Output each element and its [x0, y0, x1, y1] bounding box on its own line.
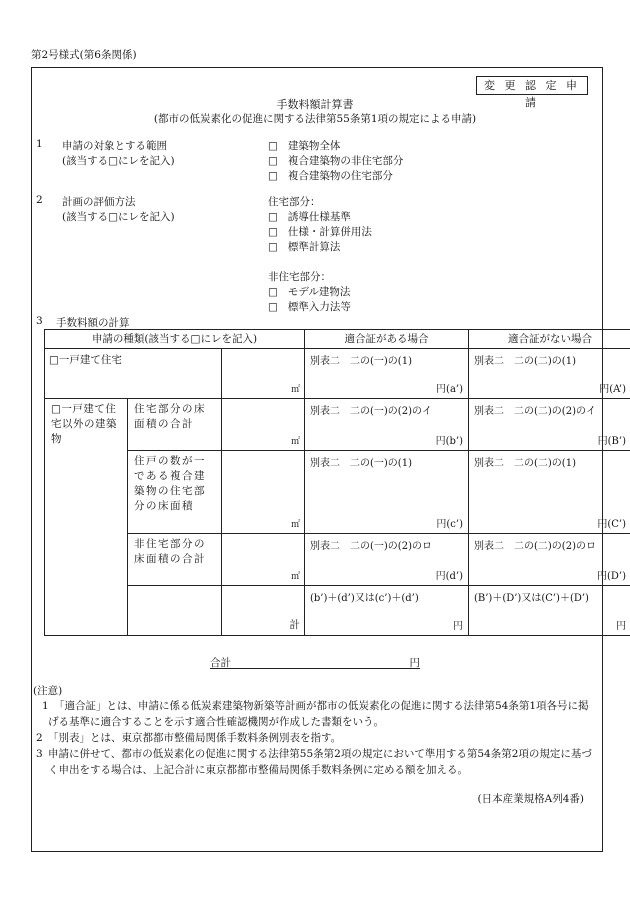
note-number: 3	[36, 748, 43, 760]
subtotal-without-cert-cell[interactable]	[469, 586, 630, 636]
note-2	[36, 730, 596, 746]
section1-number: 1	[36, 138, 43, 150]
method-option-guided-spec[interactable]	[268, 209, 351, 224]
yen-unit: 円	[616, 621, 626, 632]
subtotal-label: 計	[289, 619, 300, 631]
note-1	[42, 698, 596, 730]
fee-formula: 別表二 二の(一)の(1)	[310, 356, 412, 367]
note-text: 「別表」とは、東京都都市整備局関係手数料条例別表を指す。	[48, 732, 342, 744]
option-label: 標準入力法等	[287, 301, 351, 313]
fee-formula: 別表二 二の(二)の(1)	[474, 356, 576, 367]
grand-total-unit: 円	[409, 657, 420, 669]
checkbox-icon[interactable]: □	[268, 286, 278, 298]
fee-without-cert-cell[interactable]	[469, 451, 630, 534]
checkbox-icon[interactable]: □	[268, 211, 278, 223]
page-subtitle: (都市の低炭素化の促進に関する法律第55条第1項の規定による申請)	[153, 113, 477, 125]
header-with-certificate: 適合証がある場合	[305, 330, 469, 349]
subtotal-blank-cell	[128, 586, 222, 636]
checkbox-icon[interactable]: □	[268, 170, 278, 182]
fee-without-cert-cell[interactable]	[469, 349, 630, 399]
fee-formula: 別表二 二の(一)の(2)のロ	[310, 541, 432, 552]
fee-code: 円(a’)	[436, 384, 463, 395]
fee-formula: 別表二 二の(二)の(1)	[474, 458, 576, 469]
table-header-row	[45, 330, 630, 349]
table-row-subtotal	[45, 586, 630, 636]
nonresidential-area-label: 非住宅部分の床面積の合計	[128, 534, 222, 586]
page-title: 手数料額計算書	[276, 98, 354, 111]
header-application-type: 申請の種類(該当する□にレを記入)	[45, 330, 305, 349]
table-row-residential-area	[45, 399, 630, 451]
table-row-nonresidential-area	[45, 534, 630, 586]
subtotal-formula: (B’)＋(D’)又は(C’)＋(D’)	[474, 593, 589, 604]
option-label: 複合建築物の非住宅部分	[287, 155, 404, 167]
checkbox-icon[interactable]: □	[268, 301, 278, 313]
section1-label: 申請の対象とする範囲	[62, 140, 167, 152]
fee-formula: 別表二 二の(一)の(2)のイ	[310, 406, 432, 417]
fee-code: 円(A’)	[599, 384, 626, 395]
note-text: 「適合証」とは、申請に係る低炭素建築物新築等計画が都市の低炭素化の促進に関する法律第54条第1項各号に掲げる基準に適合することを示す適合性確認機関が作成した書類をいう。	[48, 700, 589, 728]
option-label: 建築物全体	[287, 140, 341, 152]
table-row-single-unit-area	[45, 451, 630, 534]
section3-number: 3	[36, 315, 43, 327]
section3-label: 手数料額の計算	[56, 317, 130, 329]
fee-code: 円(d’)	[435, 571, 463, 582]
fee-with-cert-cell[interactable]	[305, 451, 469, 534]
option-label: モデル建物法	[287, 286, 351, 298]
subtotal-with-cert-cell[interactable]	[305, 586, 469, 636]
method-option-model-building[interactable]	[268, 284, 350, 299]
yen-unit: 円	[453, 621, 463, 632]
form-number: 第2号様式(第6条関係)	[31, 49, 137, 61]
area-input-cell[interactable]	[222, 399, 305, 451]
fee-code: 円(D’)	[597, 571, 626, 582]
area-input-cell[interactable]	[222, 349, 305, 399]
checkbox-icon[interactable]: □	[268, 155, 278, 167]
residential-heading: 住宅部分：	[268, 196, 321, 208]
area-input-cell[interactable]	[222, 451, 305, 534]
subtotal-label-cell	[222, 586, 305, 636]
m2-unit: ㎡	[290, 520, 300, 530]
detached-house-label[interactable]: □一戸建て住宅	[45, 349, 222, 399]
fee-with-cert-cell[interactable]	[305, 534, 469, 586]
nonresidential-heading: 非住宅部分：	[268, 271, 331, 283]
residential-area-label: 住宅部分の床面積の合計	[128, 399, 222, 451]
fee-code: 円(b’)	[435, 436, 463, 447]
fee-code: 円(B’)	[597, 436, 626, 447]
fee-with-cert-cell[interactable]	[305, 399, 469, 451]
note-number: 2	[36, 732, 43, 744]
option-label: 標準計算法	[287, 241, 341, 253]
fee-code: 円(c’)	[436, 519, 463, 530]
scope-option-whole-building[interactable]	[268, 138, 340, 153]
paper-size-footer: (日本産業規格A列4番)	[477, 793, 584, 805]
grand-total-field[interactable]	[210, 655, 420, 669]
option-label: 仕様・計算併用法	[287, 226, 372, 238]
header-without-certificate: 適合証がない場合	[469, 330, 630, 349]
m2-unit: ㎡	[290, 385, 300, 395]
fee-formula: 別表二 二の(一)の(1)	[310, 458, 412, 469]
application-type-stamp: 変 更 認 定 申 請	[476, 76, 588, 95]
note-3	[36, 746, 596, 778]
note-text: 申請に併せて、都市の低炭素化の促進に関する法律第55条第2項の規定において準用する第54条第2項の規定に基づく申出をする場合は、上記合計に東京都都市整備局関係手数料条例に定める額を加える。	[48, 748, 592, 776]
fee-code: 円(C’)	[597, 519, 626, 530]
fee-calculation-table	[44, 329, 630, 636]
other-building-label[interactable]: □一戸建て住宅以外の建築物	[45, 399, 128, 636]
notes-heading: (注意)	[33, 685, 63, 697]
fee-without-cert-cell[interactable]	[469, 534, 630, 586]
checkbox-icon[interactable]: □	[268, 140, 278, 152]
fee-with-cert-cell[interactable]	[305, 349, 469, 399]
scope-option-nonresidential[interactable]	[268, 153, 403, 168]
checkbox-icon[interactable]: □	[268, 241, 278, 253]
area-input-cell[interactable]	[222, 534, 305, 586]
single-unit-area-label: 住戸の数が一である複合建築物の住宅部分の床面積	[128, 451, 222, 534]
method-option-standard-calc[interactable]	[268, 239, 340, 254]
note-number: 1	[42, 700, 49, 712]
method-option-combined[interactable]	[268, 224, 372, 239]
method-option-standard-input[interactable]	[268, 299, 351, 314]
table-row-detached-house	[45, 349, 630, 399]
checkbox-icon[interactable]: □	[268, 226, 278, 238]
option-label: 誘導仕様基準	[287, 211, 351, 223]
scope-option-residential[interactable]	[268, 168, 393, 183]
fee-without-cert-cell[interactable]	[469, 399, 630, 451]
section1-instruction: (該当する□にレを記入)	[62, 155, 175, 167]
fee-formula: 別表二 二の(二)の(2)のロ	[474, 541, 596, 552]
option-label: 複合建築物の住宅部分	[287, 170, 393, 182]
m2-unit: ㎡	[290, 437, 300, 447]
fee-formula: 別表二 二の(二)の(2)のイ	[474, 406, 596, 417]
subtotal-formula: (b’)＋(d’)又は(c’)＋(d’)	[310, 593, 419, 604]
section2-number: 2	[36, 194, 43, 206]
m2-unit: ㎡	[290, 572, 300, 582]
grand-total-label: 合計	[210, 657, 231, 669]
section2-label: 計画の評価方法	[62, 196, 136, 208]
section2-instruction: (該当する□にレを記入)	[62, 211, 175, 223]
